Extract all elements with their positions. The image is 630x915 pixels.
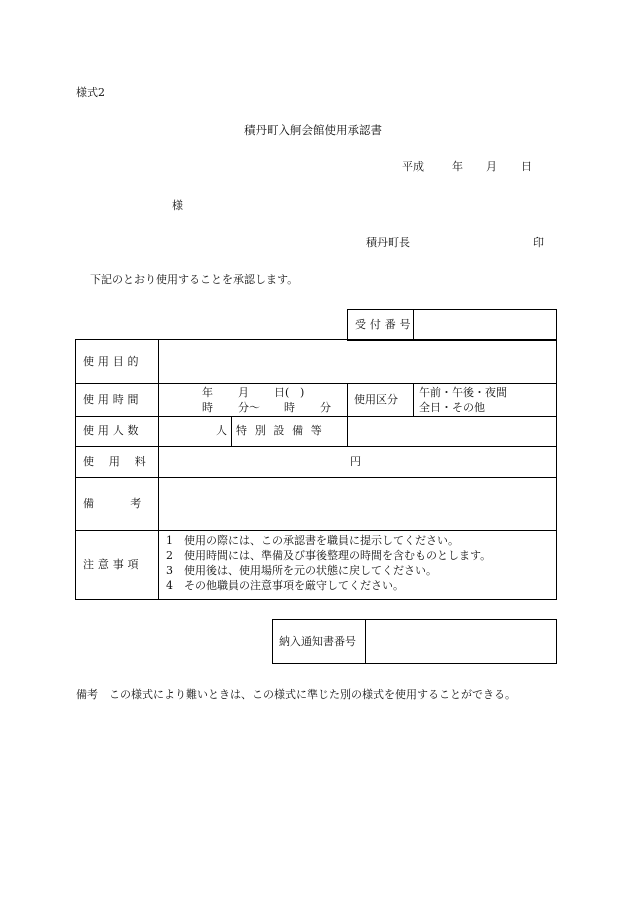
date-day: 日 <box>521 160 532 173</box>
receipt-number-label: 受付番号 <box>355 318 415 331</box>
time-start-minute: 分～ <box>238 401 260 414</box>
row-divider <box>76 446 556 447</box>
time-end-minute: 分 <box>320 401 331 414</box>
time-day: 日( <box>274 386 290 399</box>
time-year: 年 <box>202 386 213 399</box>
row-divider <box>76 477 556 478</box>
time-end-hour: 時 <box>284 401 295 414</box>
notes-item: 2 使用時間には、準備及び事後整理の時間を含むものとします。 <box>166 549 492 562</box>
time-start-hour: 時 <box>202 401 213 414</box>
category-label: 使用区分 <box>354 393 398 406</box>
people-unit: 人 <box>216 424 227 437</box>
fee-label: 使用料 <box>83 455 161 468</box>
remarks-label: 備考 <box>83 497 178 510</box>
notes-item: 3 使用後は、使用場所を元の状態に戻してください。 <box>166 564 437 577</box>
category-options-line1: 午前・午後・夜間 <box>419 386 507 399</box>
date-era: 平成 <box>402 160 424 173</box>
category-divider <box>413 384 414 416</box>
footnote: 備考 この様式により難いときは、この様式に準じた別の様式を使用することができる。 <box>76 688 516 701</box>
notes-item: 1 使用の際には、この承認書を職員に提示してください。 <box>166 534 459 547</box>
time-label: 使用時間 <box>83 393 143 406</box>
payment-notice-divider <box>365 620 366 663</box>
addressee-suffix: 様 <box>172 199 183 212</box>
row-divider <box>76 530 556 531</box>
form-number: 様式2 <box>76 86 105 99</box>
issuer-name: 積丹町長 <box>366 236 410 249</box>
category-options-line2: 全日・その他 <box>419 401 485 414</box>
time-month: 月 <box>238 386 249 399</box>
purpose-label: 使用目的 <box>83 355 143 368</box>
payment-notice-label: 納入通知書番号 <box>279 635 356 648</box>
notes-item: 4 その他職員の注意事項を厳守してください。 <box>166 579 404 592</box>
fee-unit: 円 <box>350 455 361 468</box>
notes-label: 注意事項 <box>83 558 143 571</box>
label-column-divider <box>158 340 159 599</box>
time-day-close: ) <box>300 386 305 399</box>
date-year: 年 <box>452 160 463 173</box>
issuer-seal: 印 <box>533 236 544 249</box>
equipment-label: 特別設備等 <box>236 424 330 437</box>
people-label: 使用人数 <box>83 424 143 437</box>
equipment-divider <box>347 417 348 446</box>
time-divider <box>347 384 348 416</box>
intro-text: 下記のとおり使用することを承認します。 <box>90 273 299 286</box>
row-divider <box>76 416 556 417</box>
people-divider <box>231 417 232 446</box>
document-title: 積丹町入舸会館使用承認書 <box>244 123 382 137</box>
date-month: 月 <box>486 160 497 173</box>
row-divider <box>76 383 556 384</box>
